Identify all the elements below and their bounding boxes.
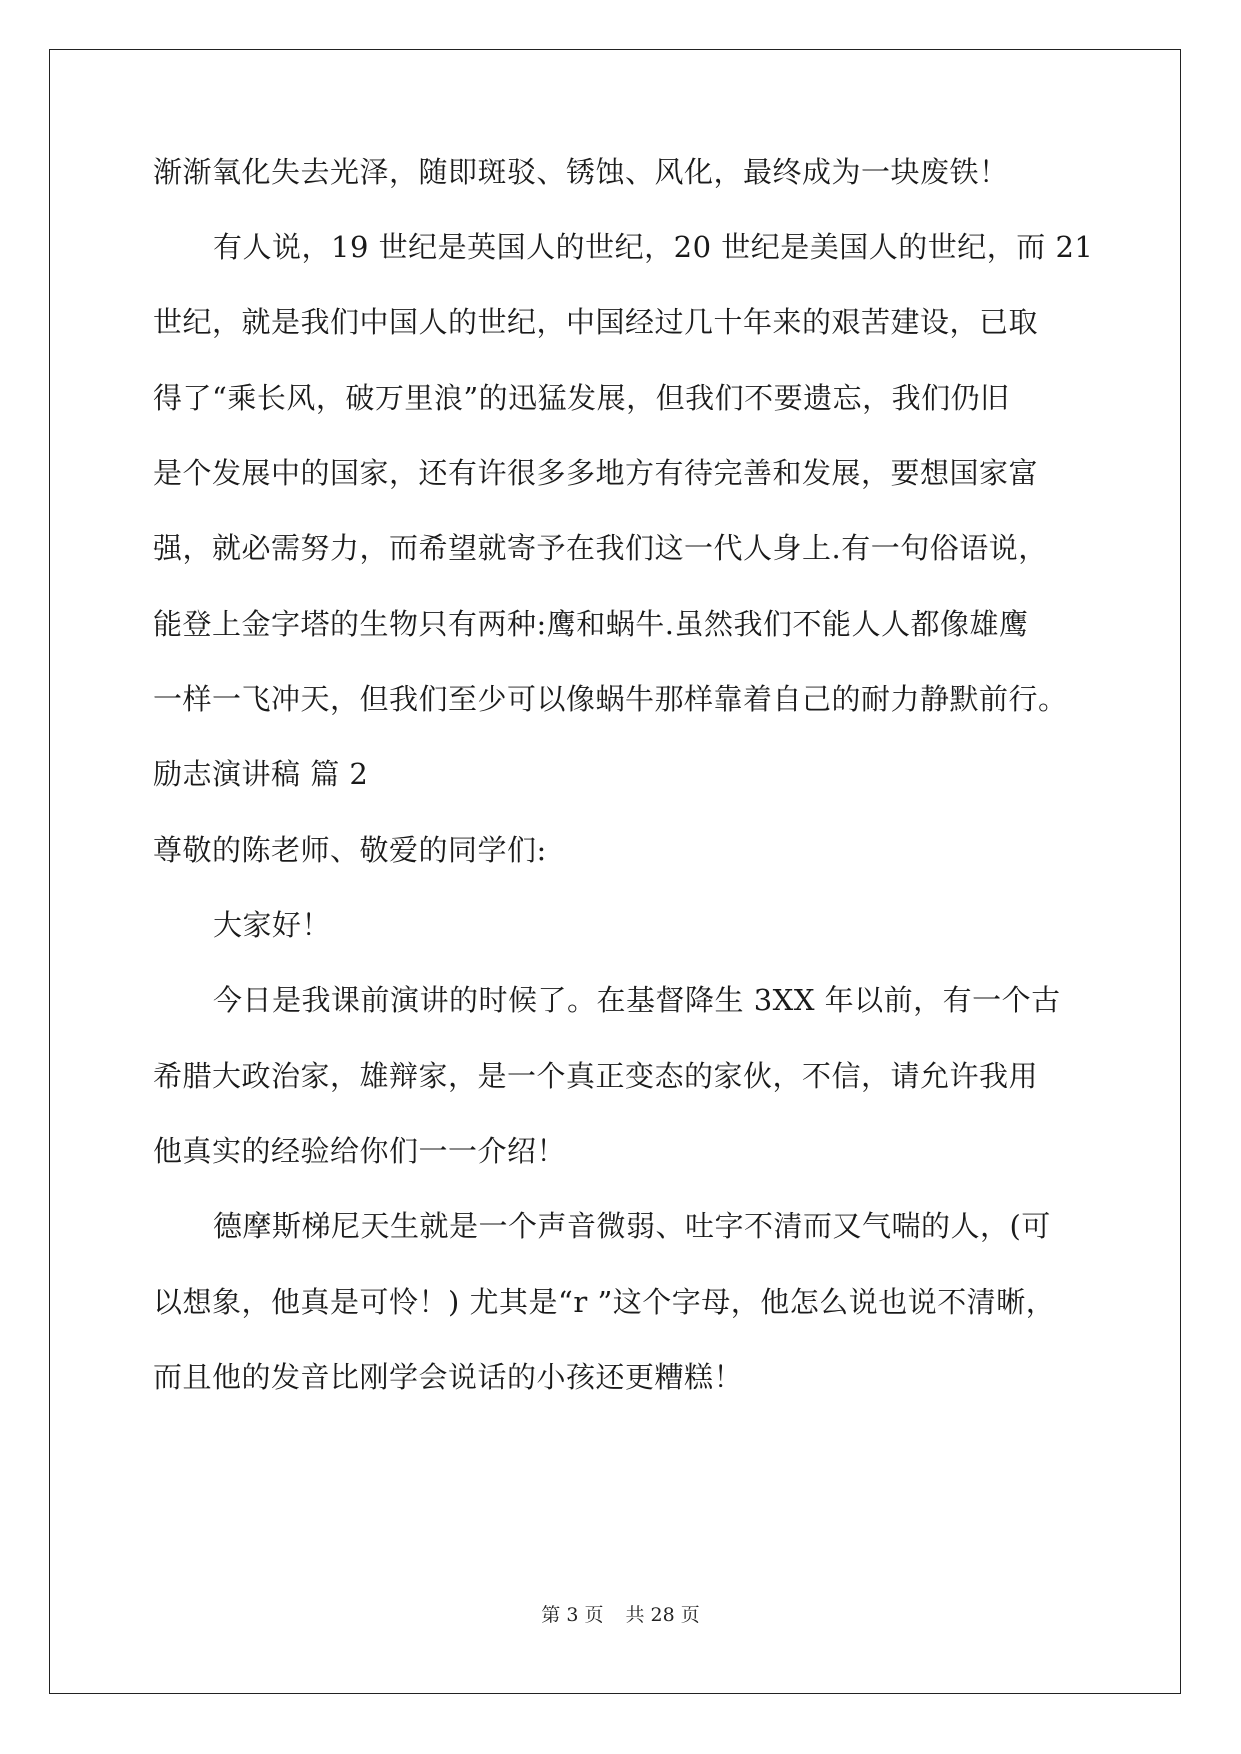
greeting: 大家好！ — [213, 908, 332, 942]
paragraph-line: 渐渐氧化失去光泽，随即斑驳、锈蚀、风化，最终成为一块废铁！ — [153, 155, 1009, 189]
paragraph-line: 他真实的经验给你们一一介绍！ — [153, 1134, 567, 1168]
salutation: 尊敬的陈老师、敬爱的同学们: — [153, 833, 547, 867]
paragraph-line: 有人说，19 世纪是英国人的世纪，20 世纪是美国人的世纪，而 21 — [213, 230, 1094, 264]
paragraph-line: 德摩斯梯尼天生就是一个声音微弱、吐字不清而又气喘的人，(可 — [213, 1209, 1051, 1243]
page-border — [49, 49, 1181, 1694]
paragraph-line: 今日是我课前演讲的时候了。在基督降生 3XX 年以前，有一个古 — [213, 983, 1061, 1017]
paragraph-line: 一样一飞冲天，但我们至少可以像蜗牛那样靠着自己的耐力静默前行。 — [153, 682, 1068, 716]
paragraph-line: 世纪，就是我们中国人的世纪，中国经过几十年来的艰苦建设，已取 — [153, 305, 1039, 339]
paragraph-line: 以想象，他真是可怜！) 尤其是“r ”这个字母，他怎么说也说不清晰， — [153, 1285, 1056, 1319]
page-footer — [0, 1600, 1241, 1627]
page-number: 第 3 页 — [541, 1604, 604, 1626]
paragraph-line: 能登上金字塔的生物只有两种:鹰和蜗牛.虽然我们不能人人都像雄鹰 — [153, 607, 1029, 641]
paragraph-line: 而且他的发音比刚学会说话的小孩还更糟糕！ — [153, 1360, 744, 1394]
section-heading: 励志演讲稿 篇 2 — [153, 757, 369, 791]
paragraph-line: 得了“乘长风，破万里浪”的迅猛发展，但我们不要遗忘，我们仍旧 — [153, 381, 1010, 415]
paragraph-line: 是个发展中的国家，还有许很多多地方有待完善和发展，要想国家富 — [153, 456, 1039, 490]
paragraph-line: 强，就必需努力，而希望就寄予在我们这一代人身上.有一句俗语说， — [153, 531, 1048, 565]
paragraph-line: 希腊大政治家，雄辩家，是一个真正变态的家伙，不信，请允许我用 — [153, 1059, 1039, 1093]
page-total: 共 28 页 — [625, 1604, 700, 1626]
